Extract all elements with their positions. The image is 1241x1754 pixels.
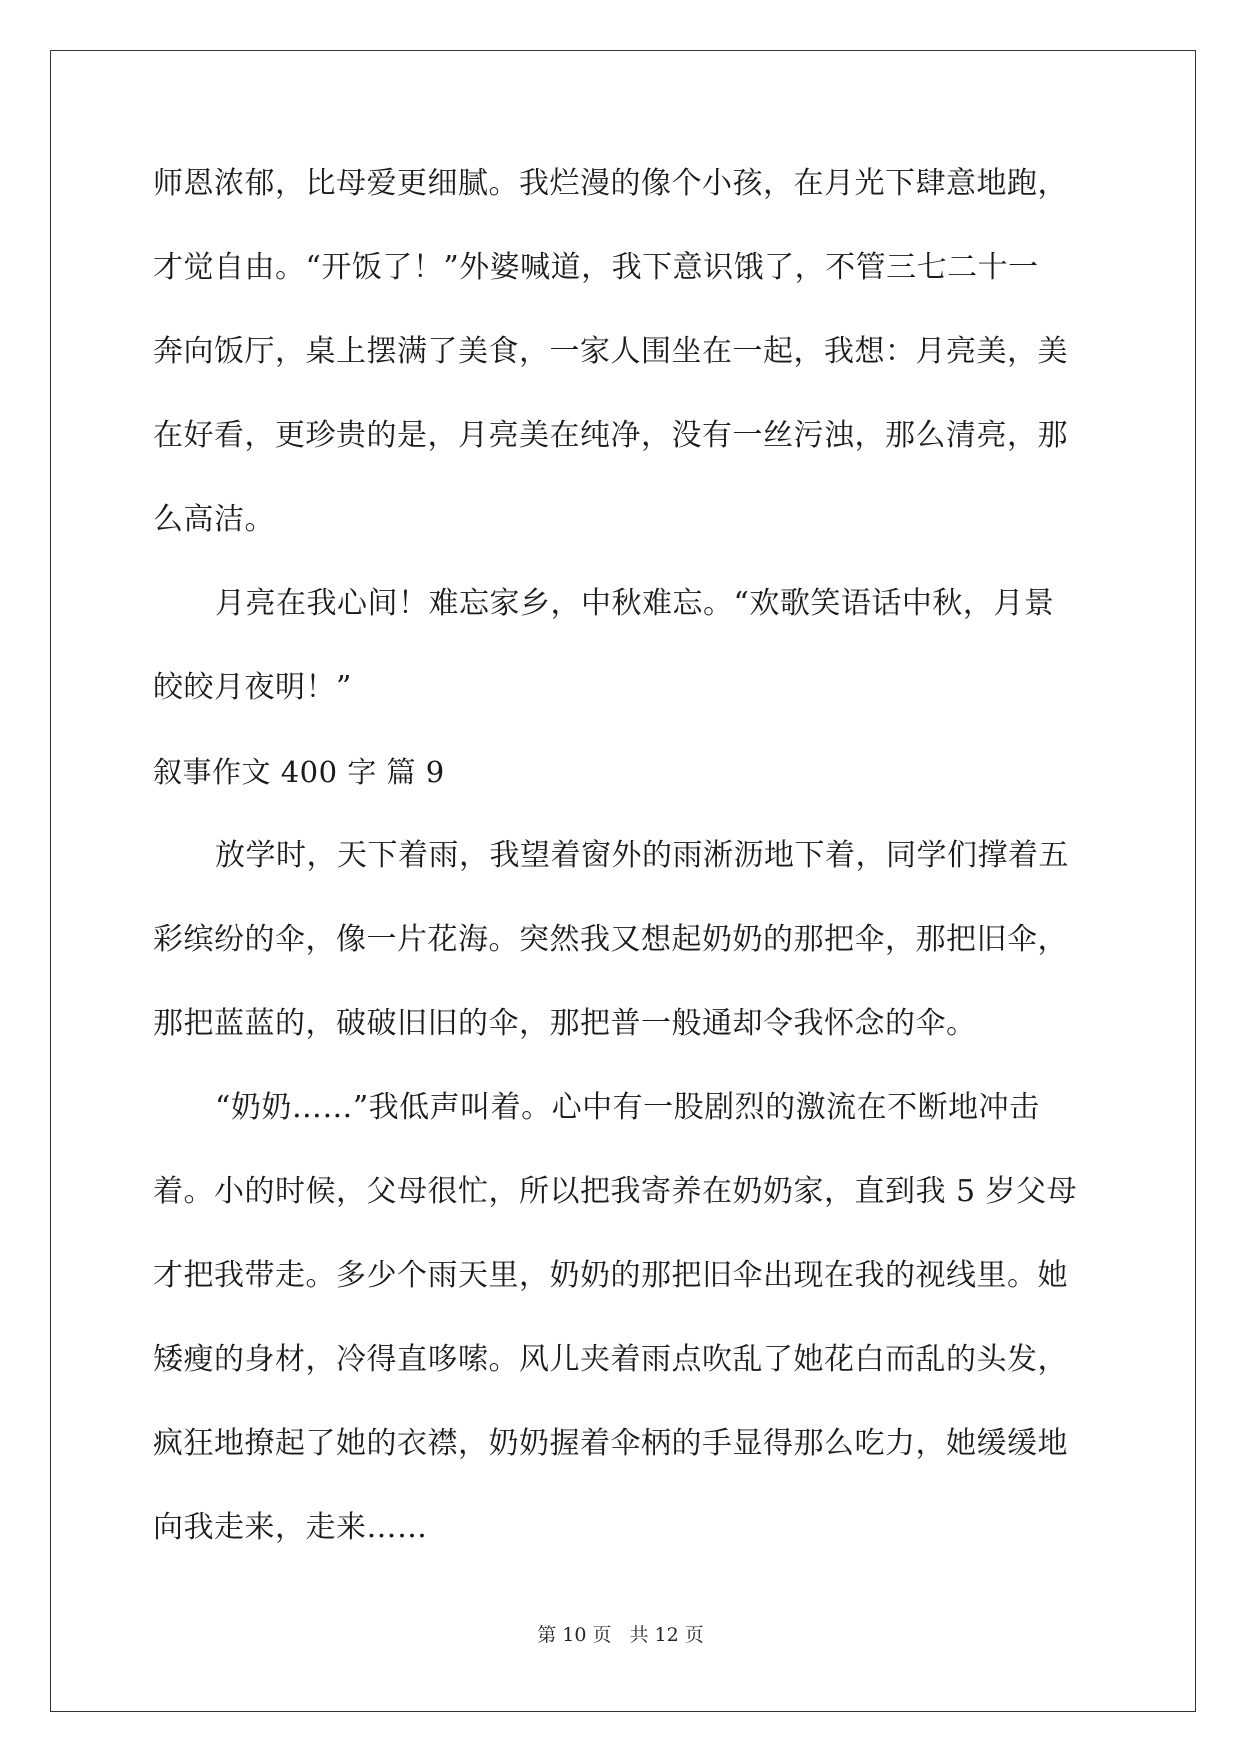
page-footer	[0, 1622, 1241, 1648]
text-line: 矮瘦的身材，冷得直哆嗦。风儿夹着雨点吹乱了她花白而乱的头发，	[153, 1342, 1068, 1377]
text-line: 皎皎月夜明！”	[153, 670, 352, 705]
text-line: 么高洁。	[153, 502, 275, 537]
text-line: 才觉自由。“开饭了！”外婆喊道，我下意识饿了，不管三七二十一	[153, 250, 1039, 285]
text-line: 着。小的时候，父母很忙，所以把我寄养在奶奶家，直到我 5 岁父母	[153, 1174, 1078, 1209]
paragraph-start-line: 月亮在我心间！难忘家乡，中秋难忘。“欢歌笑语话中秋，月景	[215, 586, 1055, 621]
section-heading: 叙事作文 400 字 篇 9	[153, 755, 445, 789]
paragraph-start-line: “奶奶……”我低声叫着。心中有一股剧烈的激流在不断地冲击	[215, 1090, 1040, 1125]
text-line: 向我走来，走来……	[153, 1510, 428, 1545]
document-body	[153, 160, 1093, 1588]
text-line: 奔向饭厅，桌上摆满了美食，一家人围坐在一起，我想：月亮美，美	[153, 334, 1068, 369]
text-line: 疯狂地撩起了她的衣襟，奶奶握着伞柄的手显得那么吃力，她缓缓地	[153, 1426, 1068, 1461]
text-line: 师恩浓郁，比母爱更细腻。我烂漫的像个小孩，在月光下肆意地跑，	[153, 166, 1068, 201]
text-line: 彩缤纷的伞，像一片花海。突然我又想起奶奶的那把伞，那把旧伞，	[153, 922, 1068, 957]
paragraph-start-line: 放学时，天下着雨，我望着窗外的雨淅沥地下着，同学们撑着五	[215, 838, 1069, 873]
text-line: 在好看，更珍贵的是，月亮美在纯净，没有一丝污浊，那么清亮，那	[153, 418, 1068, 453]
text-line: 才把我带走。多少个雨天里，奶奶的那把旧伞出现在我的视线里。她	[153, 1258, 1068, 1293]
page-number: 第 10 页	[537, 1624, 612, 1646]
text-line: 那把蓝蓝的，破破旧旧的伞，那把普一般通却令我怀念的伞。	[153, 1006, 977, 1041]
page-total: 共 12 页	[629, 1624, 704, 1646]
